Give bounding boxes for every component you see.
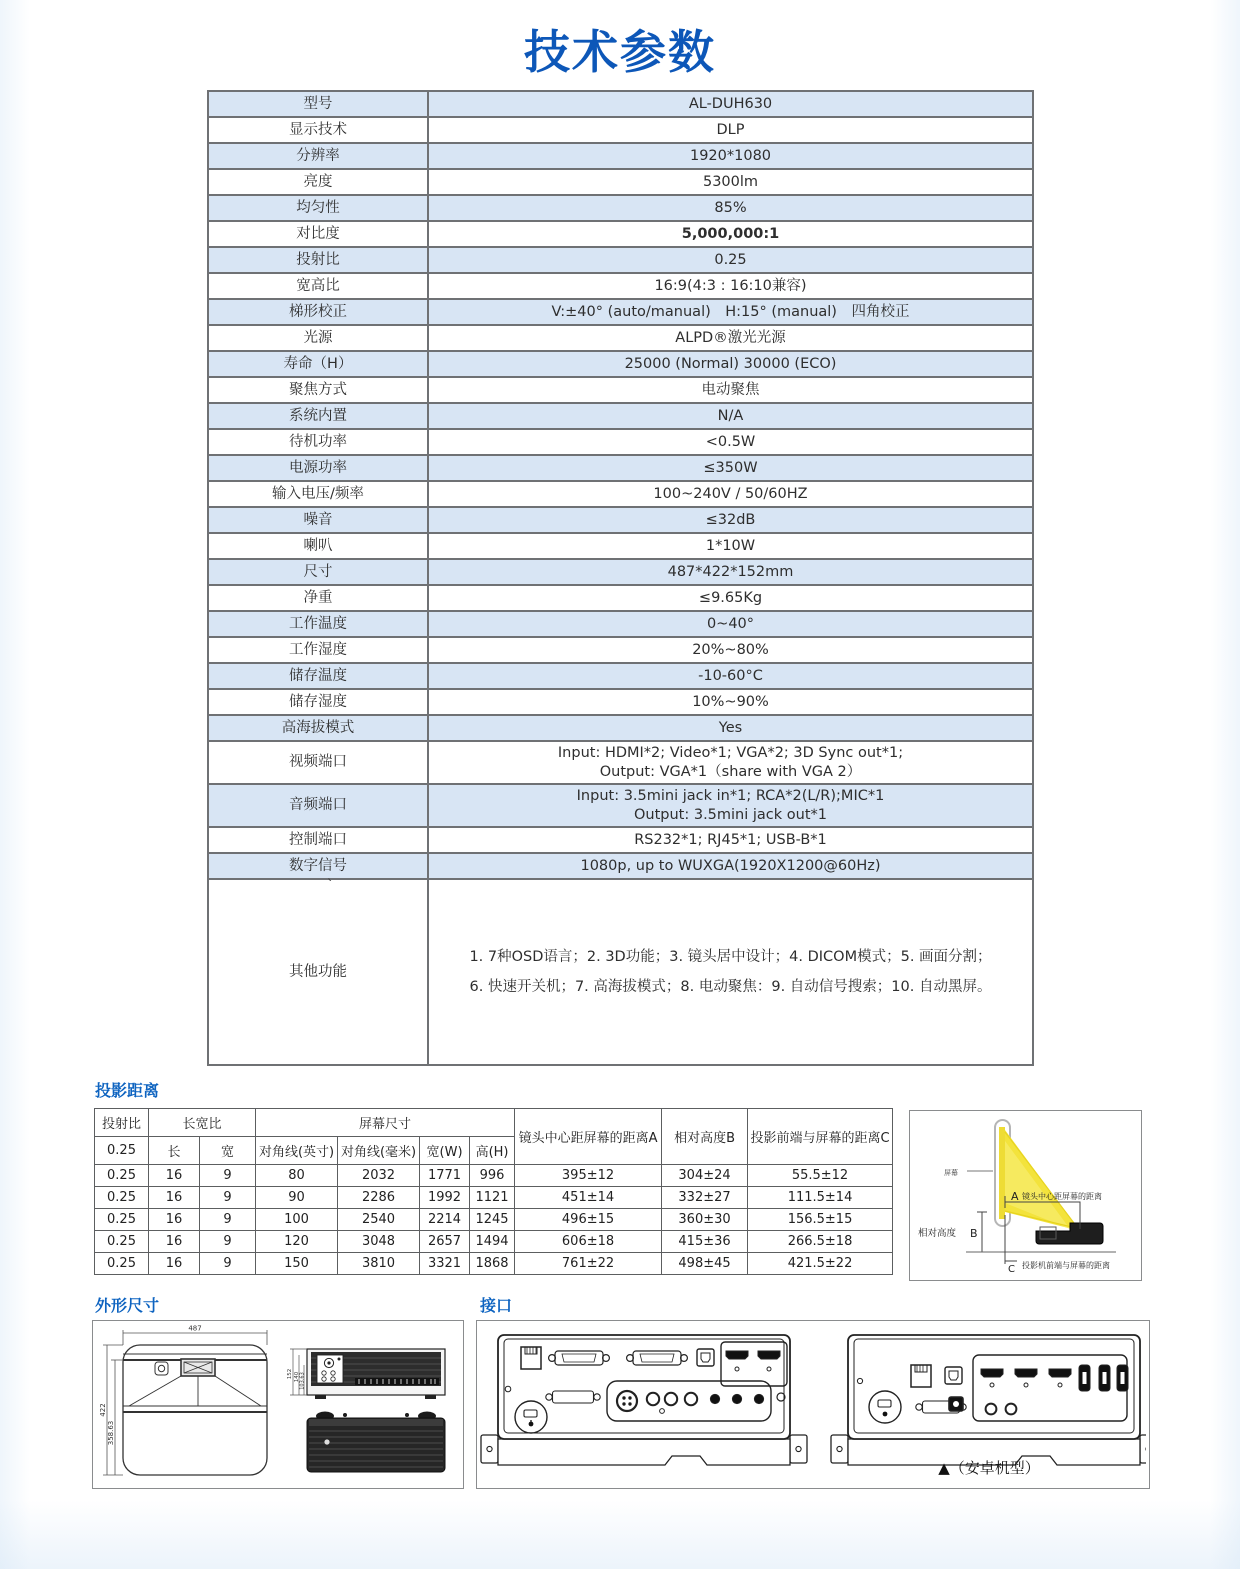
hdmi1-port-icon bbox=[981, 1369, 1003, 1377]
spec-label-cell bbox=[208, 689, 428, 715]
spec-label-cell bbox=[208, 559, 428, 585]
spec-label-cell bbox=[208, 325, 428, 351]
proj-subheader-cell: 长 bbox=[149, 1137, 200, 1165]
spec-label: 尺寸 bbox=[303, 563, 333, 580]
spec-value-cell bbox=[428, 715, 1033, 741]
proj-subheader-cell: 宽(W) bbox=[420, 1137, 470, 1165]
proj-data-cell: 1494 bbox=[470, 1231, 515, 1253]
proj-data-cell: 2286 bbox=[338, 1187, 420, 1209]
proj-header-cell: 投影前端与屏幕的距离C bbox=[748, 1109, 893, 1165]
spec-row bbox=[208, 853, 1033, 879]
spec-row bbox=[208, 663, 1033, 689]
spec-label: 均匀性 bbox=[296, 199, 340, 216]
projector-icon bbox=[1036, 1223, 1103, 1244]
spec-value: 10%~90% bbox=[692, 693, 769, 710]
spec-value: ≤9.65Kg bbox=[698, 589, 763, 606]
spec-value-cell bbox=[428, 507, 1033, 533]
proj-data-cell: 150 bbox=[256, 1253, 338, 1275]
spec-label: 控制端口 bbox=[289, 831, 347, 848]
proj-data-cell: 9 bbox=[200, 1231, 256, 1253]
proj-data-cell: 3048 bbox=[338, 1231, 420, 1253]
proj-data-cell: 9 bbox=[200, 1209, 256, 1231]
proj-data-cell: 1245 bbox=[470, 1209, 515, 1231]
proj-data-cell: 9 bbox=[200, 1253, 256, 1275]
spec-value-cell bbox=[428, 325, 1033, 351]
spec-value: 0.25 bbox=[714, 251, 747, 268]
spec-label-cell bbox=[208, 481, 428, 507]
spec-value: 487*422*152mm bbox=[667, 563, 794, 580]
proj-data-row bbox=[95, 1253, 893, 1275]
b-letter: B bbox=[970, 1227, 978, 1240]
a-label: 镜头中心距屏幕的距离 bbox=[1022, 1192, 1102, 1201]
spec-row bbox=[208, 221, 1033, 247]
spec-label: 系统内置 bbox=[289, 407, 347, 424]
rca-jack-icon2 bbox=[732, 1394, 741, 1403]
rca-jack-icon3 bbox=[754, 1394, 763, 1403]
spec-value-line: 6. 快速开关机；7. 高海拔模式；8. 电动聚焦：9. 自动信号搜索；10. 自动黑屏。 bbox=[469, 979, 992, 995]
spec-value-cell bbox=[428, 559, 1033, 585]
c-letter: C bbox=[1008, 1264, 1015, 1275]
c-label: 投影机前端与屏幕的距离 bbox=[1022, 1261, 1110, 1270]
spec-value: ALPD®激光光源 bbox=[675, 329, 786, 346]
proj-data-cell: 16 bbox=[149, 1209, 200, 1231]
spec-value-line: Input: HDMI*2; Video*1; VGA*2; 3D Sync out*1; bbox=[557, 744, 904, 761]
spec-row bbox=[208, 117, 1033, 143]
spec-label: 工作温度 bbox=[289, 615, 347, 632]
spec-value: ≤32dB bbox=[705, 511, 756, 528]
proj-data-cell: 266.5±18 bbox=[748, 1231, 893, 1253]
proj-data-cell: 2032 bbox=[338, 1165, 420, 1187]
proj-data-cell: 395±12 bbox=[515, 1165, 662, 1187]
spec-label: 储存温度 bbox=[289, 667, 347, 684]
spec-label: 型号 bbox=[303, 95, 333, 112]
spec-label: 待机功率 bbox=[289, 433, 347, 450]
spec-row bbox=[208, 91, 1033, 117]
proj-data-cell: 9 bbox=[200, 1187, 256, 1209]
spec-label-cell bbox=[208, 91, 428, 117]
spec-value: 5300lm bbox=[702, 173, 759, 190]
dimensions-drawings bbox=[93, 1321, 460, 1485]
spec-label: 投射比 bbox=[296, 251, 340, 268]
spec-value-cell bbox=[428, 481, 1033, 507]
proj-data-cell: 0.25 bbox=[95, 1165, 149, 1187]
spec-value-line: 1. 7种OSD语言；2. 3D功能；3. 镜头居中设计；4. DICOM模式；5. 画面分割； bbox=[469, 949, 992, 965]
hdmi2-port-icon bbox=[758, 1351, 780, 1359]
spec-value: 1080p, up to WUXGA(1920X1200@60Hz) bbox=[580, 857, 881, 874]
proj-data-cell: 100 bbox=[256, 1209, 338, 1231]
proj-data-cell: 3321 bbox=[420, 1253, 470, 1275]
spec-value-cell bbox=[428, 689, 1033, 715]
hdmi2-port-icon bbox=[1015, 1369, 1037, 1377]
spec-label-cell bbox=[208, 827, 428, 853]
proj-data-row bbox=[95, 1209, 893, 1231]
hdmi3-port-icon bbox=[1049, 1369, 1071, 1377]
proj-data-cell: 0.25 bbox=[95, 1209, 149, 1231]
top-view-dimension-lines bbox=[103, 1330, 267, 1475]
spec-label: 高海拔模式 bbox=[281, 719, 355, 736]
spec-label-cell bbox=[208, 533, 428, 559]
side-dim-outer-label: 152 bbox=[287, 1368, 293, 1380]
spec-label-cell bbox=[208, 611, 428, 637]
proj-data-cell: 156.5±15 bbox=[748, 1209, 893, 1231]
dim-height-label: 422 bbox=[99, 1403, 107, 1417]
spec-value-cell bbox=[428, 585, 1033, 611]
interfaces-figure-box bbox=[476, 1320, 1150, 1489]
proj-data-cell: 16 bbox=[149, 1187, 200, 1209]
spec-value-line: Output: 3.5mini jack out*1 bbox=[633, 806, 828, 823]
spec-value-cell bbox=[428, 403, 1033, 429]
a-letter: A bbox=[1011, 1190, 1019, 1203]
spec-row bbox=[208, 689, 1033, 715]
spec-label-cell bbox=[208, 455, 428, 481]
side-dim-inner-label: 103.63 bbox=[299, 1372, 306, 1390]
page-title: 技术参数 bbox=[524, 25, 716, 79]
android-model-caption: ▲（安卓机型） bbox=[938, 1459, 1040, 1477]
spec-value: 100~240V / 50/60HZ bbox=[653, 485, 808, 502]
spec-row bbox=[208, 611, 1033, 637]
proj-data-cell: 2657 bbox=[420, 1231, 470, 1253]
spec-label-cell bbox=[208, 585, 428, 611]
proj-data-cell: 360±30 bbox=[662, 1209, 748, 1231]
spec-label-cell bbox=[208, 663, 428, 689]
spec-label: 对比度 bbox=[296, 225, 340, 242]
spec-label: 分辨率 bbox=[296, 147, 340, 164]
spec-value: N/A bbox=[717, 407, 744, 424]
spec-value-cell bbox=[428, 429, 1033, 455]
spec-label-cell bbox=[208, 715, 428, 741]
proj-header-cell: 长宽比 bbox=[149, 1109, 256, 1137]
spec-value-cell bbox=[428, 637, 1033, 663]
dimensions-figure-box bbox=[92, 1320, 464, 1489]
spec-label: 亮度 bbox=[303, 173, 333, 190]
spec-value: 电动聚焦 bbox=[701, 381, 760, 398]
proj-data-cell: 606±18 bbox=[515, 1231, 662, 1253]
spec-label: 净重 bbox=[303, 589, 333, 606]
spec-label: 宽高比 bbox=[296, 277, 340, 294]
projection-section-title: 投影距离 bbox=[95, 1081, 160, 1100]
spec-label: 输入电压/频率 bbox=[272, 485, 364, 502]
proj-header-cell: 镜头中心距屏幕的距离A bbox=[515, 1109, 662, 1165]
spec-label: 显示技术 bbox=[289, 121, 347, 138]
spec-value-cell bbox=[428, 169, 1033, 195]
spec-row bbox=[208, 273, 1033, 299]
projection-diagram bbox=[909, 1110, 1142, 1281]
proj-data-cell: 421.5±22 bbox=[748, 1253, 893, 1275]
proj-data-cell: 3810 bbox=[338, 1253, 420, 1275]
spec-label: 音频端口 bbox=[289, 797, 347, 814]
spec-row bbox=[208, 455, 1033, 481]
spec-row bbox=[208, 559, 1033, 585]
proj-data-cell: 1992 bbox=[420, 1187, 470, 1209]
spec-label-cell bbox=[208, 403, 428, 429]
spec-row bbox=[208, 351, 1033, 377]
spec-label-cell bbox=[208, 221, 428, 247]
screen-label: 屏幕 bbox=[944, 1169, 958, 1177]
spec-label-cell bbox=[208, 853, 428, 879]
spec-row bbox=[208, 879, 1033, 1065]
spec-value-cell bbox=[428, 827, 1033, 853]
spec-row bbox=[208, 325, 1033, 351]
spec-label-cell bbox=[208, 637, 428, 663]
spec-row bbox=[208, 143, 1033, 169]
spec-row bbox=[208, 377, 1033, 403]
proj-data-cell: 90 bbox=[256, 1187, 338, 1209]
proj-data-cell: 0.25 bbox=[95, 1253, 149, 1275]
proj-subheader-cell: 0.25 bbox=[95, 1137, 149, 1165]
spec-value: <0.5W bbox=[705, 433, 756, 450]
proj-data-cell: 1868 bbox=[470, 1253, 515, 1275]
proj-data-cell: 332±27 bbox=[662, 1187, 748, 1209]
spec-value-cell bbox=[428, 247, 1033, 273]
proj-data-cell: 111.5±14 bbox=[748, 1187, 893, 1209]
proj-data-row bbox=[95, 1231, 893, 1253]
spec-label: 其他功能 bbox=[289, 963, 347, 980]
side-view-drawing bbox=[287, 1349, 445, 1399]
optical-port-icon bbox=[949, 1397, 963, 1411]
proj-subheader-cell: 对角线(英寸) bbox=[256, 1137, 338, 1165]
proj-data-cell: 55.5±12 bbox=[748, 1165, 893, 1187]
android-io-panel bbox=[831, 1335, 1146, 1465]
spec-label: 寿命（H） bbox=[283, 355, 353, 372]
dim-width-label: 487 bbox=[188, 1324, 202, 1333]
spec-row bbox=[208, 169, 1033, 195]
spec-label: 噪音 bbox=[303, 511, 333, 528]
standard-io-panel bbox=[481, 1335, 807, 1465]
screen-stripe bbox=[999, 1127, 1005, 1219]
dimensions-section-title: 外形尺寸 bbox=[95, 1296, 160, 1315]
spec-row bbox=[208, 247, 1033, 273]
spec-value: AL-DUH630 bbox=[688, 95, 773, 112]
spec-value-cell bbox=[428, 784, 1033, 827]
spec-label: 梯形校正 bbox=[289, 303, 347, 320]
spec-value-cell bbox=[428, 143, 1033, 169]
spec-label-cell bbox=[208, 117, 428, 143]
proj-subheader-cell: 宽 bbox=[200, 1137, 256, 1165]
rca-jack-icon bbox=[710, 1394, 719, 1403]
spec-value: 1*10W bbox=[705, 537, 756, 554]
spec-label-cell bbox=[208, 273, 428, 299]
hdmi1-port-icon bbox=[726, 1351, 748, 1359]
spec-row bbox=[208, 585, 1033, 611]
proj-data-cell: 0.25 bbox=[95, 1231, 149, 1253]
interfaces-section-title: 接口 bbox=[480, 1296, 513, 1315]
proj-data-row bbox=[95, 1165, 893, 1187]
spec-row bbox=[208, 533, 1033, 559]
spec-row bbox=[208, 299, 1033, 325]
b-prefix-label: 相对高度 bbox=[918, 1228, 957, 1239]
spec-label-cell bbox=[208, 429, 428, 455]
spec-value-cell bbox=[428, 611, 1033, 637]
proj-data-cell: 120 bbox=[256, 1231, 338, 1253]
spec-value-cell bbox=[428, 221, 1033, 247]
proj-header-cell: 相对高度B bbox=[662, 1109, 748, 1165]
spec-value-cell bbox=[428, 455, 1033, 481]
proj-data-cell: 16 bbox=[149, 1165, 200, 1187]
spec-value-cell bbox=[428, 91, 1033, 117]
spec-label-cell bbox=[208, 195, 428, 221]
spec-value-cell bbox=[428, 195, 1033, 221]
spec-value: V:±40° (auto/manual) H:15° (manual) 四角校正 bbox=[551, 303, 910, 320]
proj-data-cell: 415±36 bbox=[662, 1231, 748, 1253]
spec-label-cell bbox=[208, 351, 428, 377]
spec-label: 视频端口 bbox=[289, 754, 347, 771]
spec-label-cell bbox=[208, 143, 428, 169]
proj-data-cell: 80 bbox=[256, 1165, 338, 1187]
proj-data-row bbox=[95, 1187, 893, 1209]
spec-row bbox=[208, 827, 1033, 853]
spec-value: ≤350W bbox=[703, 459, 758, 476]
spec-value-cell bbox=[428, 741, 1033, 784]
proj-data-cell: 2540 bbox=[338, 1209, 420, 1231]
spec-value-cell bbox=[428, 879, 1033, 1065]
spec-row bbox=[208, 637, 1033, 663]
spec-label-cell bbox=[208, 299, 428, 325]
front-view-drawing bbox=[307, 1412, 445, 1473]
proj-data-cell: 451±14 bbox=[515, 1187, 662, 1209]
spec-value: 1920*1080 bbox=[689, 147, 772, 164]
spec-value-line: Input: 3.5mini jack in*1; RCA*2(L/R);MIC*1 bbox=[576, 787, 885, 804]
spec-value-cell bbox=[428, 533, 1033, 559]
spec-row bbox=[208, 195, 1033, 221]
spec-value: 16:9(4:3 : 16:10兼容) bbox=[654, 277, 807, 294]
proj-data-cell: 2214 bbox=[420, 1209, 470, 1231]
spec-value-cell bbox=[428, 853, 1033, 879]
spec-value: 5,000,000:1 bbox=[681, 225, 780, 242]
spec-label: 储存湿度 bbox=[289, 693, 347, 710]
projection-table bbox=[94, 1108, 893, 1275]
spec-value: 20%~80% bbox=[692, 641, 769, 658]
spec-value: 85% bbox=[714, 199, 747, 216]
spec-value-cell bbox=[428, 351, 1033, 377]
spec-value-cell bbox=[428, 299, 1033, 325]
proj-data-cell: 9 bbox=[200, 1165, 256, 1187]
spec-value: 0~40° bbox=[706, 615, 755, 632]
spec-value-cell bbox=[428, 273, 1033, 299]
proj-data-cell: 0.25 bbox=[95, 1187, 149, 1209]
spec-label-cell bbox=[208, 784, 428, 827]
proj-data-cell: 1771 bbox=[420, 1165, 470, 1187]
top-view-drawing bbox=[123, 1345, 267, 1475]
proj-data-cell: 761±22 bbox=[515, 1253, 662, 1275]
proj-data-cell: 498±45 bbox=[662, 1253, 748, 1275]
spec-label-cell bbox=[208, 741, 428, 784]
spec-value-cell bbox=[428, 377, 1033, 403]
spec-row bbox=[208, 429, 1033, 455]
proj-data-cell: 16 bbox=[149, 1253, 200, 1275]
spec-value: 25000 (Normal) 30000 (ECO) bbox=[624, 355, 837, 372]
proj-header-cell: 屏幕尺寸 bbox=[256, 1109, 515, 1137]
spec-label: 电源功率 bbox=[289, 459, 347, 476]
spec-row bbox=[208, 784, 1033, 827]
spec-table bbox=[207, 90, 1034, 1066]
spec-label-cell bbox=[208, 247, 428, 273]
spec-row bbox=[208, 403, 1033, 429]
spec-label: 喇叭 bbox=[303, 537, 333, 554]
dim-inner-label: 358.63 bbox=[107, 1420, 115, 1446]
spec-value: RS232*1; RJ45*1; USB-B*1 bbox=[634, 831, 827, 848]
proj-data-cell: 16 bbox=[149, 1231, 200, 1253]
spec-row bbox=[208, 507, 1033, 533]
spec-label-cell bbox=[208, 507, 428, 533]
proj-data-cell: 996 bbox=[470, 1165, 515, 1187]
spec-value-line: Output: VGA*1（share with VGA 2） bbox=[599, 763, 862, 780]
proj-header-cell: 投射比 bbox=[95, 1109, 149, 1137]
spec-value-cell bbox=[428, 663, 1033, 689]
spec-row bbox=[208, 715, 1033, 741]
spec-label: 光源 bbox=[303, 329, 333, 346]
proj-subheader-cell: 高(H) bbox=[470, 1137, 515, 1165]
spec-value-cell bbox=[428, 117, 1033, 143]
projection-diagram-figure bbox=[910, 1111, 1138, 1277]
proj-data-cell: 304±24 bbox=[662, 1165, 748, 1187]
spec-label: 工作湿度 bbox=[289, 641, 347, 658]
spec-label-cell bbox=[208, 377, 428, 403]
spec-label-cell bbox=[208, 879, 428, 1065]
spec-label: 数字信号 bbox=[289, 857, 347, 874]
proj-data-cell: 496±15 bbox=[515, 1209, 662, 1231]
spec-label-cell bbox=[208, 169, 428, 195]
spec-label: 聚焦方式 bbox=[289, 381, 347, 398]
side-dim-mid-label: 140 bbox=[294, 1371, 300, 1383]
proj-data-cell: 1121 bbox=[470, 1187, 515, 1209]
stray-tick: ` bbox=[326, 878, 334, 894]
spec-row bbox=[208, 741, 1033, 784]
spec-value: Yes bbox=[718, 719, 743, 736]
proj-subheader-cell: 对角线(毫米) bbox=[338, 1137, 420, 1165]
spec-value: -10-60°C bbox=[698, 667, 763, 684]
spec-row bbox=[208, 481, 1033, 507]
spec-value: DLP bbox=[716, 121, 745, 138]
